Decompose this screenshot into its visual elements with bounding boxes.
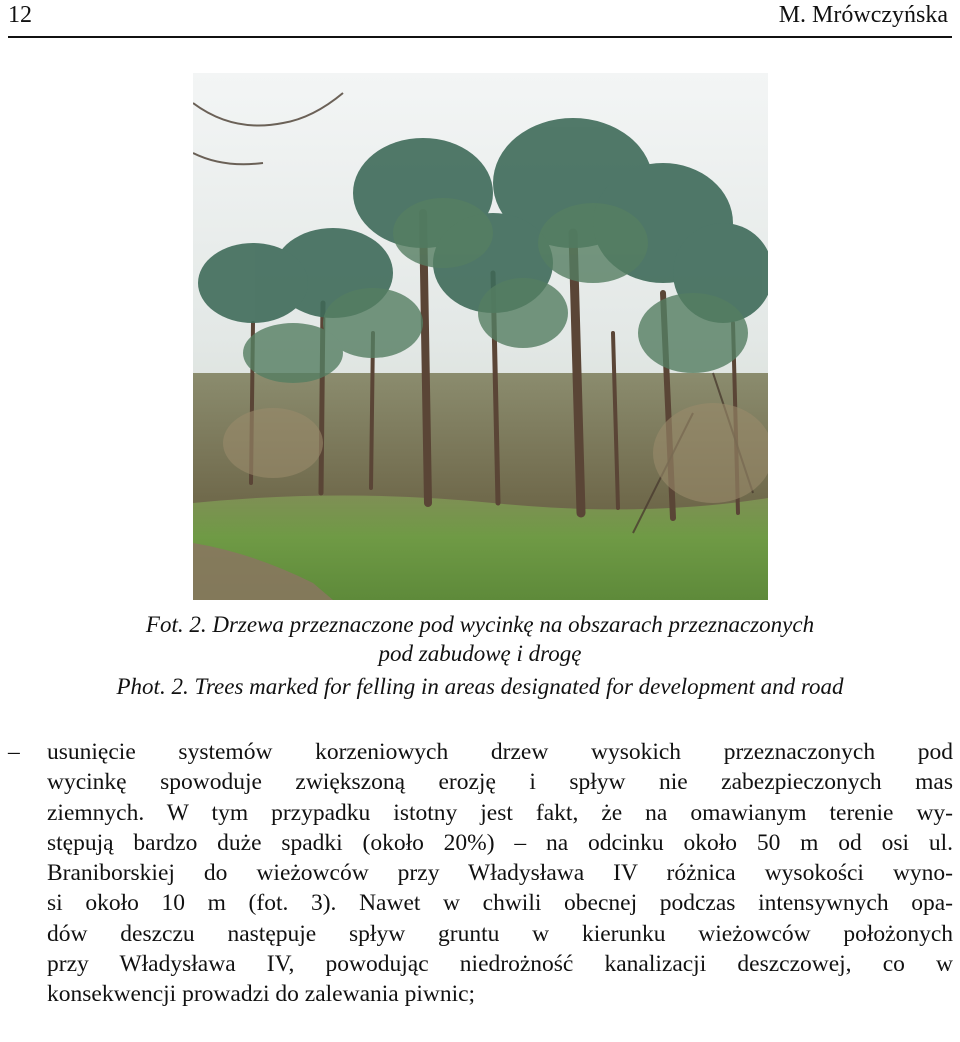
text-line: stępują bardzo duże spadki (około 20%) – na odcinku około 50 m od osi ul. — [47, 829, 953, 856]
text-line: usunięcie systemów korzeniowych drzew wysokich przeznaczonych pod — [47, 739, 953, 765]
caption-polish-line-2: pod zabudowę i drogę — [378, 641, 582, 666]
text-line: ziemnych. W tym przypadku istotny jest fakt, że na omawianym terenie wy- — [47, 799, 953, 826]
running-author: M. Mrówczyńska — [778, 2, 948, 28]
running-header — [8, 0, 952, 38]
page-number: 12 — [8, 2, 32, 28]
body-paragraph — [47, 737, 953, 1010]
text-line: konsekwencji prowadzi do zalewania piwnic; — [47, 981, 476, 1008]
text-line: si około 10 m (fot. 3). Nawet w chwili obecnej podczas intensywnych opa- — [47, 890, 953, 917]
trees-photo — [193, 73, 768, 600]
text-line: Braniborskiej do wieżowców przy Władysława IV różnica wysokości wyno- — [47, 860, 953, 887]
text-line: przy Władysława IV, powodując niedrożność kanalizacji deszczowej, co w — [47, 951, 953, 978]
list-bullet: – — [8, 739, 20, 765]
caption-english: Phot. 2. Trees marked for felling in areas designated for development and road — [116, 674, 844, 699]
text-line: dów deszczu następuje spływ gruntu w kierunku wieżowców położonych — [47, 920, 953, 947]
text-line: wycinkę spowoduje zwiększoną erozję i spływ nie zabezpieczonych mas — [47, 769, 953, 796]
caption-polish-line-1: Fot. 2. Drzewa przeznaczone pod wycinkę na obszarach przeznaczonych — [145, 612, 815, 637]
caption-polish — [0, 610, 960, 668]
